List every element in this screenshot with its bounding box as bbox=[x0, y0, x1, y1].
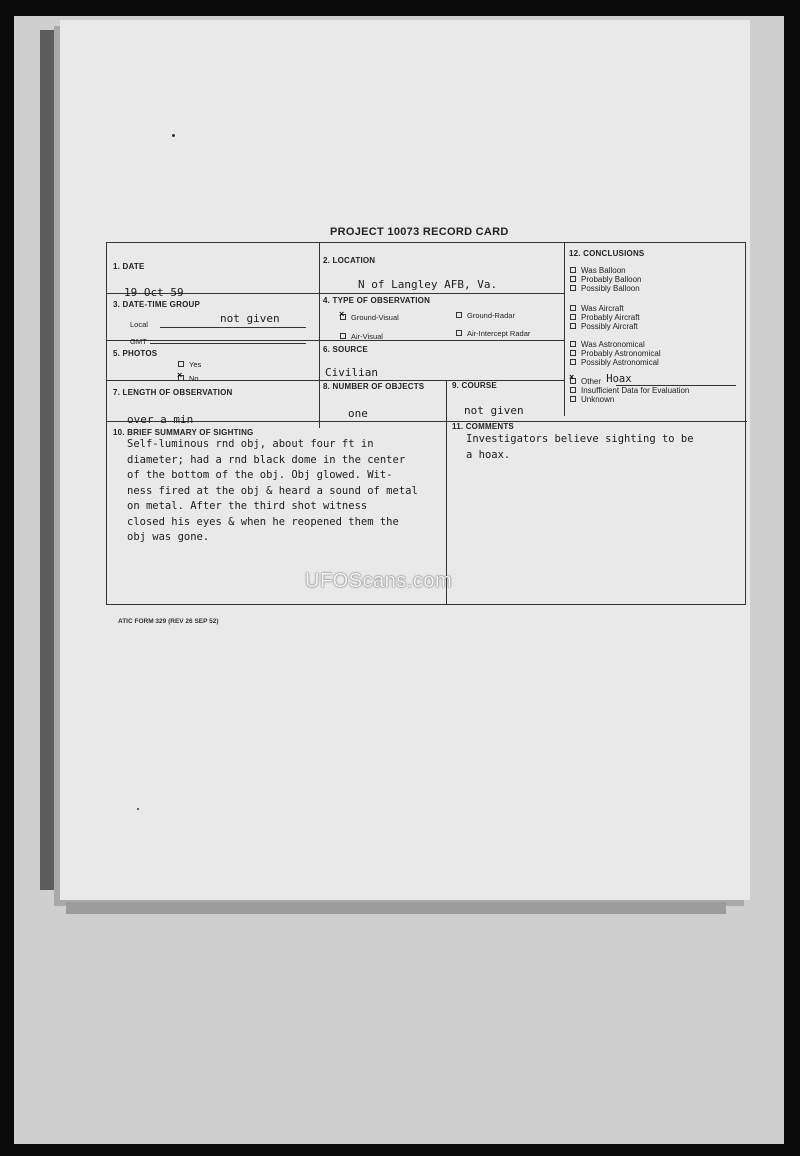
conclusion-item: Probably Astronomical bbox=[570, 349, 661, 358]
checkbox-icon bbox=[570, 387, 576, 393]
type-ground-radar: Ground-Radar bbox=[456, 311, 515, 320]
length-label: 7. LENGTH OF OBSERVATION bbox=[113, 388, 233, 397]
photos-label: 5. PHOTOS bbox=[113, 349, 158, 358]
checkbox-icon bbox=[570, 350, 576, 356]
summary-value: Self-luminous rnd obj, about four ft in diameter; had a rnd black dome in the center of the bottom of the obj. Obj glowed. Wit- ness fired at the obj & heard a sound of metal on metal. After the third shot witness closed his eyes & when he reopened them the obj was gone. bbox=[127, 438, 418, 543]
dtg-gmt-label: GMT bbox=[130, 337, 147, 346]
source-value: Civilian bbox=[325, 366, 378, 379]
conclusions-label: 12. CONCLUSIONS bbox=[569, 249, 645, 258]
divider bbox=[107, 421, 747, 422]
conclusion-item: Probably Balloon bbox=[570, 275, 641, 284]
dtg-label: 3. DATE-TIME GROUP bbox=[113, 300, 201, 309]
checkbox-icon bbox=[570, 276, 576, 282]
comments-label: 11. COMMENTS bbox=[452, 422, 514, 431]
conclusion-item: Was Balloon bbox=[570, 266, 626, 275]
card-bottom-edge bbox=[66, 902, 726, 914]
checkbox-icon bbox=[340, 333, 346, 339]
conclusion-item: Was Aircraft bbox=[570, 304, 624, 313]
source-label: 6. SOURCE bbox=[323, 345, 368, 354]
dtg-gmt-line bbox=[150, 343, 306, 344]
photos-no: ×No bbox=[178, 374, 199, 383]
divider bbox=[564, 243, 565, 416]
conclusion-item: Insufficient Data for Evaluation bbox=[570, 386, 689, 395]
course-value: not given bbox=[464, 404, 524, 417]
checkbox-icon bbox=[570, 359, 576, 365]
checkbox-checked-icon bbox=[570, 378, 576, 384]
type-air-visual: Air-Visual bbox=[340, 332, 383, 341]
conclusion-other-value: Hoax bbox=[606, 373, 632, 385]
date-value: 19 Oct 59 bbox=[124, 286, 184, 299]
divider bbox=[107, 340, 564, 341]
location-label: 2. LOCATION bbox=[323, 256, 376, 265]
checkbox-icon bbox=[570, 396, 576, 402]
conclusion-item: Was Astronomical bbox=[570, 340, 645, 349]
form-number: ATIC FORM 329 (REV 26 SEP 52) bbox=[118, 618, 219, 625]
location-value: N of Langley AFB, Va. bbox=[358, 278, 498, 291]
paper-speck bbox=[172, 134, 175, 137]
photos-yes: Yes bbox=[178, 360, 201, 369]
dtg-local-line bbox=[160, 327, 306, 328]
checkbox-icon bbox=[570, 314, 576, 320]
divider bbox=[319, 243, 320, 428]
summary-label: 10. BRIEF SUMMARY OF SIGHTING bbox=[113, 428, 254, 437]
dtg-local-value: not given bbox=[220, 312, 280, 325]
conclusion-item: Probably Aircraft bbox=[570, 313, 640, 322]
objects-value: one bbox=[348, 407, 368, 420]
type-ground-visual: ×Ground-Visual bbox=[340, 313, 399, 322]
checkbox-icon bbox=[456, 330, 462, 336]
checkbox-checked-icon bbox=[340, 314, 346, 320]
checkbox-icon bbox=[570, 323, 576, 329]
watermark: UFOScans.com bbox=[305, 570, 453, 592]
type-air-intercept: Air-Intercept Radar bbox=[456, 329, 530, 338]
objects-label: 8. NUMBER OF OBJECTS bbox=[323, 382, 425, 391]
conclusion-item: Unknown bbox=[570, 395, 614, 404]
checkbox-icon bbox=[570, 285, 576, 291]
conclusion-item: Possibly Astronomical bbox=[570, 358, 659, 367]
course-label: 9. COURSE bbox=[452, 381, 497, 390]
card-title: PROJECT 10073 RECORD CARD bbox=[330, 226, 509, 238]
checkbox-icon bbox=[178, 361, 184, 367]
checkbox-icon bbox=[570, 305, 576, 311]
card-edge-shadow bbox=[40, 30, 62, 890]
checkbox-icon bbox=[570, 267, 576, 273]
conclusion-item-other: ×Other Hoax bbox=[570, 377, 629, 386]
conclusion-item: Possibly Balloon bbox=[570, 284, 640, 293]
checkbox-icon bbox=[456, 312, 462, 318]
paper-speck bbox=[137, 808, 139, 810]
type-label: 4. TYPE OF OBSERVATION bbox=[323, 296, 431, 305]
dtg-local-label: Local bbox=[130, 320, 148, 329]
conclusion-item: Possibly Aircraft bbox=[570, 322, 638, 331]
checkbox-icon bbox=[570, 341, 576, 347]
comments-value: Investigators believe sighting to be a hoax. bbox=[466, 433, 694, 461]
checkbox-checked-icon bbox=[178, 375, 184, 381]
date-label: 1. DATE bbox=[113, 262, 145, 271]
length-value: over a min bbox=[127, 413, 194, 426]
